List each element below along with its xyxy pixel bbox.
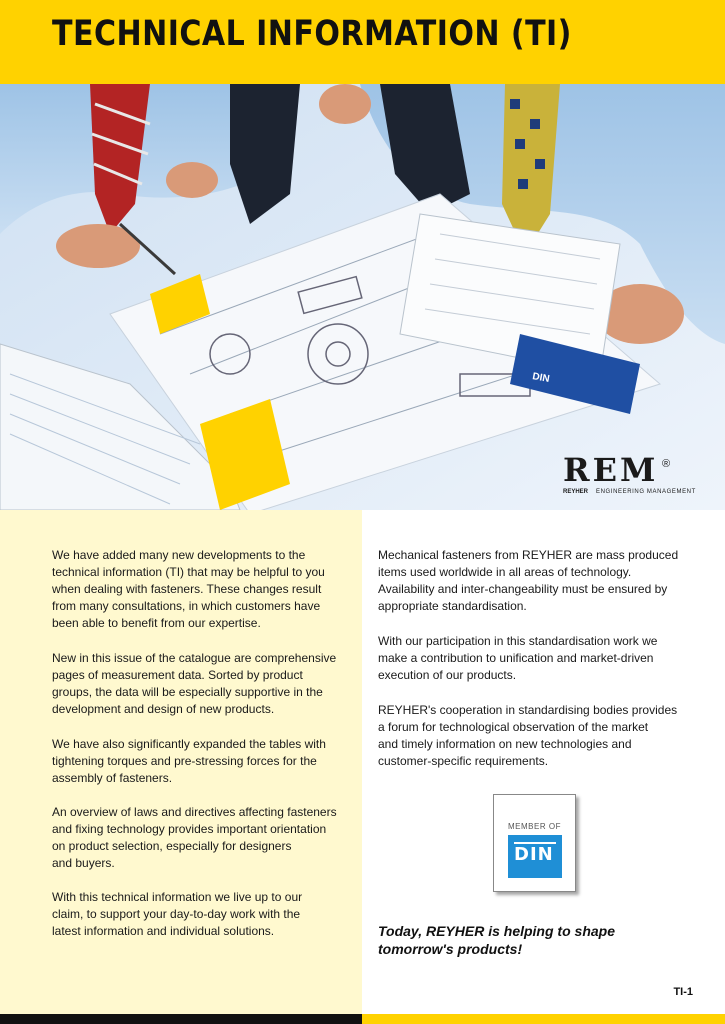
din-logo [508,835,562,878]
rem-tagline-brand: REYHER [563,489,589,495]
slogan: Today, REYHER is helping to shape tomorrow's products! [378,923,615,957]
right-paragraph-1: Mechanical fasteners from REYHER are mass produced items used worldwide in all areas of technology. Availability and inter-changeability must be ensured by appropriate standardisation. [378,548,679,613]
rem-tagline-rest: ENGINEERING MANAGEMENT [596,489,696,495]
right-column [362,510,725,1014]
book-din-label: DIN [531,371,551,385]
left-paragraph-3: We have also significantly expanded the tables with tightening torques and pre-stressing forces for the assembly of fasteners. [52,737,326,785]
rem-logo-text: REM [563,451,659,489]
left-paragraph-4: An overview of laws and directives affecting fasteners and fixing technology provides important orientation on product selection, especially for designers and buyers. [52,805,337,870]
left-paragraph-2: New in this issue of the catalogue are comprehensive pages of measurement data. Sorted by product groups, the data will be especially supportive in the development and design of new products. [52,651,337,716]
left-paragraph-1: We have added many new developments to the technical information (TI) that may be helpful to you when dealing with fasteners. These changes result from many consultations, in which customers have been able to benefit from our expertise. [52,548,325,630]
right-paragraph-3: REYHER's cooperation in standardising bodies provides a forum for technological observation of the market and timely information on new technologies and customer-specific requirements. [378,703,678,768]
din-logo-text: DIN [514,844,554,865]
left-column [0,510,362,1014]
registered-mark: ® [662,458,671,470]
left-paragraph-5: With this technical information we live up to our claim, to support your day-to-day work with the latest information and individual solutions. [52,890,303,938]
footer-bar-yellow [362,1014,725,1024]
page-header [0,0,725,84]
din-member-badge [493,794,576,892]
right-paragraph-2: With our participation in this standardisation work we make a contribution to unification and market-driven execution of our products. [378,634,658,682]
footer-bar-dark [0,1014,362,1024]
header-photo [0,84,725,510]
page-number: TI-1 [673,986,693,998]
din-member-label: MEMBER OF [508,822,561,831]
office-photo-illustration [0,84,725,510]
page-title: TECHNICAL INFORMATION (TI) [52,14,572,54]
